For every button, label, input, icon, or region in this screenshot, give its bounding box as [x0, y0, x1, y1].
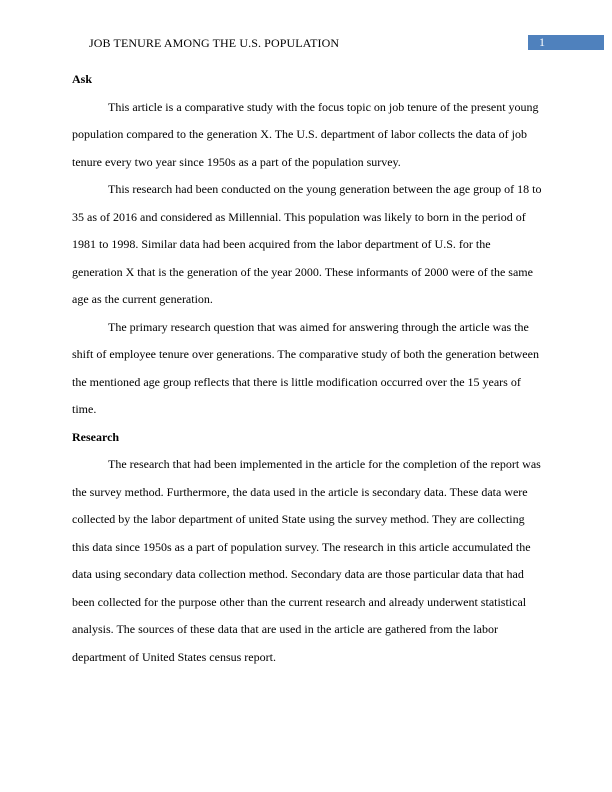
section-research [72, 424, 542, 672]
paragraph: This research had been conducted on the young generation between the age group of 18 to 35 as of 2016 and considered as Millennial. This population was likely to born in the period of 1981 to 1998. Similar data had been acquired from the labor department of U.S. for the generation X that is the generation of the year 2000. These informants of 2000 were of the same age as the current generation. [72, 182, 542, 306]
document-body [72, 66, 542, 671]
paragraph: The research that had been implemented in the article for the completion of the report was the survey method. Furthermore, the data used in the article is secondary data. These data were collected by the labor department of united State using the survey method. They are collecting this data since 1950s as a part of population survey. The research in this article accumulated the data using secondary data collection method. Secondary data are those particular data that had been collected for the purpose other than the current research and already underwent statistical analysis. The sources of these data that are used in the article are gathered from the labor department of United States census report. [72, 457, 541, 664]
section-ask [72, 66, 542, 424]
section-heading-ask: Ask [72, 72, 93, 86]
page-number: 1 [539, 35, 545, 49]
paragraph: The primary research question that was aimed for answering through the article was the shift of employee tenure over generations. The comparative study of both the generation between the mentioned age group reflects that there is little modification occurred over the 15 years of time. [72, 319, 539, 416]
running-header-title: JOB TENURE AMONG THE U.S. POPULATION [89, 36, 340, 50]
page-number-badge [528, 35, 604, 50]
section-heading-research: Research [72, 429, 120, 444]
paragraph: This article is a comparative study with the focus topic on job tenure of the present young population compared to the generation X. The U.S. department of labor collects the data of job tenure every two year since 1950s as a part of the population survey. [72, 99, 539, 169]
